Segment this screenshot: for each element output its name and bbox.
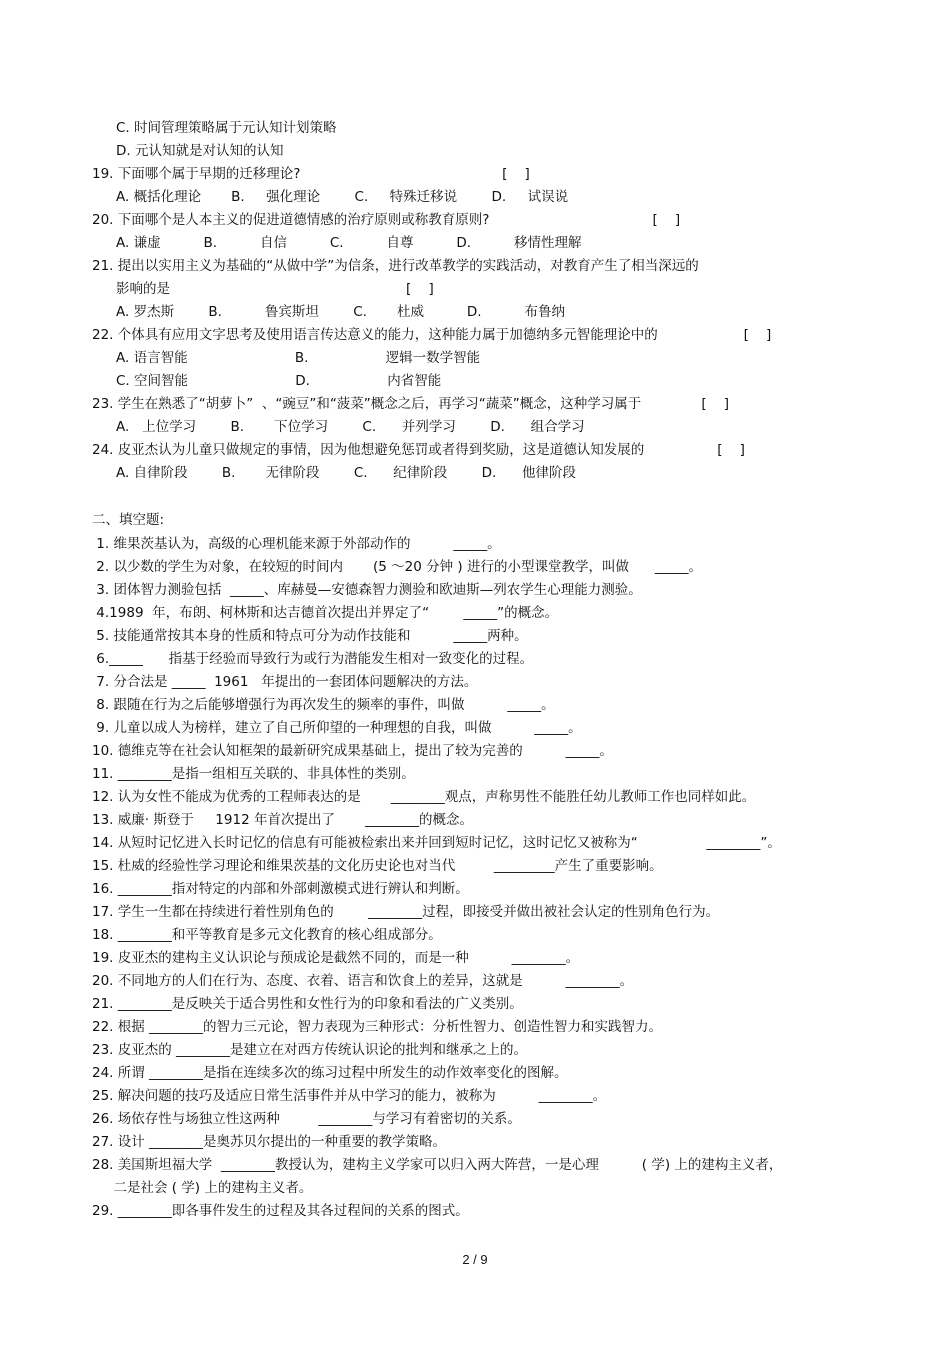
fill-item: 2. 以少数的学生为对象，在较短的时间内 (5 ～20 分钟 ) 进行的小型课堂教学，叫做 _____。 [92,559,702,575]
question-22: 22. 个体具有应用文字思考及使用语言传达意义的能力，这种能力属于加德纳多元智能理论中的 [ ] [92,327,772,343]
section-title: 二、填空题: [92,512,165,528]
fill-item: 3. 团体智力测验包括 _____、库赫曼—安德森智力测验和欧迪斯—列农学生心理能力测验。 [92,582,642,598]
options-21: A. 罗杰斯 B. 鲁宾斯坦 C. 杜威 D. 布鲁纳 [116,304,565,320]
fill-item: 11. ________是指一组相互关联的、非具体性的类别。 [92,766,415,782]
fill-item: 15. 杜威的经验性学习理论和维果茨基的文化历史论也对当代 _________产生了重要影响。 [92,858,663,874]
fill-item: 21. ________是反映关于适合男性和女性行为的印象和看法的广义类别。 [92,996,523,1012]
fill-item: 14. 从短时记忆进入长时记忆的信息有可能被检索出来并回到短时记忆，这时记忆又被称为“ ________”。 [92,835,781,851]
question-24: 24. 皮亚杰认为儿童只做规定的事情，因为他想避免惩罚或者得到奖励，这是道德认知发展的 [ ] [92,442,745,458]
fill-item: 9. 儿童以成人为榜样，建立了自己所仰望的一种理想的自我，叫做 _____。 [92,720,582,736]
page-number: 2 / 9 [462,1252,488,1267]
options-23: A. 上位学习 B. 下位学习 C. 并列学习 D. 组合学习 [116,419,585,435]
options-20: A. 谦虚 B. 自信 C. 自尊 D. 移情性理解 [116,235,582,251]
fill-item: 5. 技能通常按其本身的性质和特点可分为动作技能和 _____两种。 [92,628,528,644]
options-19: A. 概括化理论 B. 强化理论 C. 特殊迁移说 D. 试误说 [116,189,569,205]
options-22-cd: C. 空间智能 D. 内省智能 [116,373,442,389]
question-21: 21. 提出以实用主义为基础的“从做中学”为信条，进行改革教学的实践活动，对教育产生了相当深远的 [92,258,699,274]
fill-item: 20. 不同地方的人们在行为、态度、衣着、语言和饮食上的差异，这就是 ________。 [92,973,634,989]
options-22-ab: A. 语言智能 B. 逻辑一数学智能 [116,350,481,366]
option-line: C. 时间管理策略属于元认知计划策略 [116,120,337,136]
fill-item: 12. 认为女性不能成为优秀的工程师表达的是 ________观点，声称男性不能胜任幼儿教师工作也同样如此。 [92,789,756,805]
fill-item: 1. 维果茨基认为，高级的心理机能来源于外部动作的 _____。 [92,536,501,552]
question-19: 19. 下面哪个属于早期的迁移理论? [ ] [92,166,530,182]
fill-item: 13. 威廉· 斯登于 1912 年首次提出了 ________的概念。 [92,812,473,828]
fill-item: 26. 场依存性与场独立性这两种 ________与学习有着密切的关系。 [92,1111,521,1127]
fill-item: 27. 设计 ________是奥苏贝尔提出的一种重要的教学策略。 [92,1134,447,1150]
fill-item: 24. 所谓 ________是指在连续多次的练习过程中所发生的动作效率变化的图解。 [92,1065,568,1081]
fill-item: 16. ________指对特定的内部和外部刺激模式进行辨认和判断。 [92,881,469,897]
fill-item: 17. 学生一生都在持续进行着性别角色的 ________过程，即接受并做出被社会认定的性别角色行为。 [92,904,720,920]
fill-item: 7. 分合法是 _____ 1961 年提出的一套团体问题解决的方法。 [92,674,478,690]
fill-item-cont: 二是社会 ( 学) 上的建构主义者。 [92,1180,313,1196]
fill-item: 29. ________即各事件发生的过程及其各过程间的关系的图式。 [92,1203,469,1219]
fill-item: 22. 根据 ________的智力三元论，智力表现为三种形式：分析性智力、创造性智力和实践智力。 [92,1019,663,1035]
question-21-cont: 影响的是 [ ] [116,281,434,297]
question-20: 20. 下面哪个是人本主义的促进道德情感的治疗原则或称教育原则? [ ] [92,212,681,228]
fill-item: 28. 美国斯坦福大学 ________教授认为，建构主义学家可以归入两大阵营，一是心理 ( 学) 上的建构主义者， [92,1157,783,1173]
fill-item: 4.1989 年，布朗、柯林斯和达吉德首次提出并界定了“ _____”的概念。 [92,605,559,621]
question-23: 23. 学生在熟悉了“胡萝卜” 、“豌豆”和“菠菜”概念之后，再学习“蔬菜”概念，这种学习属于 [ ] [92,396,730,412]
fill-item: 10. 德维克等在社会认知框架的最新研究成果基础上，提出了较为完善的 _____。 [92,743,613,759]
fill-item: 23. 皮亚杰的 ________是建立在对西方传统认识论的批判和继承之上的。 [92,1042,528,1058]
fill-item: 18. ________和平等教育是多元文化教育的核心组成部分。 [92,927,442,943]
options-24: A. 自律阶段 B. 无律阶段 C. 纪律阶段 D. 他律阶段 [116,465,577,481]
fill-item: 25. 解决问题的技巧及适应日常生活事件并从中学习的能力，被称为 ________。 [92,1088,607,1104]
fill-item: 19. 皮亚杰的建构主义认识论与预成论是截然不同的，而是一种 ________。 [92,950,580,966]
fill-item: 8. 跟随在行为之后能够增强行为再次发生的频率的事件，叫做 _____。 [92,697,555,713]
option-line: D. 元认知就是对认知的认知 [116,143,284,159]
fill-item: 6._____ 指基于经验而导致行为或行为潜能发生相对一致变化的过程。 [92,651,534,667]
